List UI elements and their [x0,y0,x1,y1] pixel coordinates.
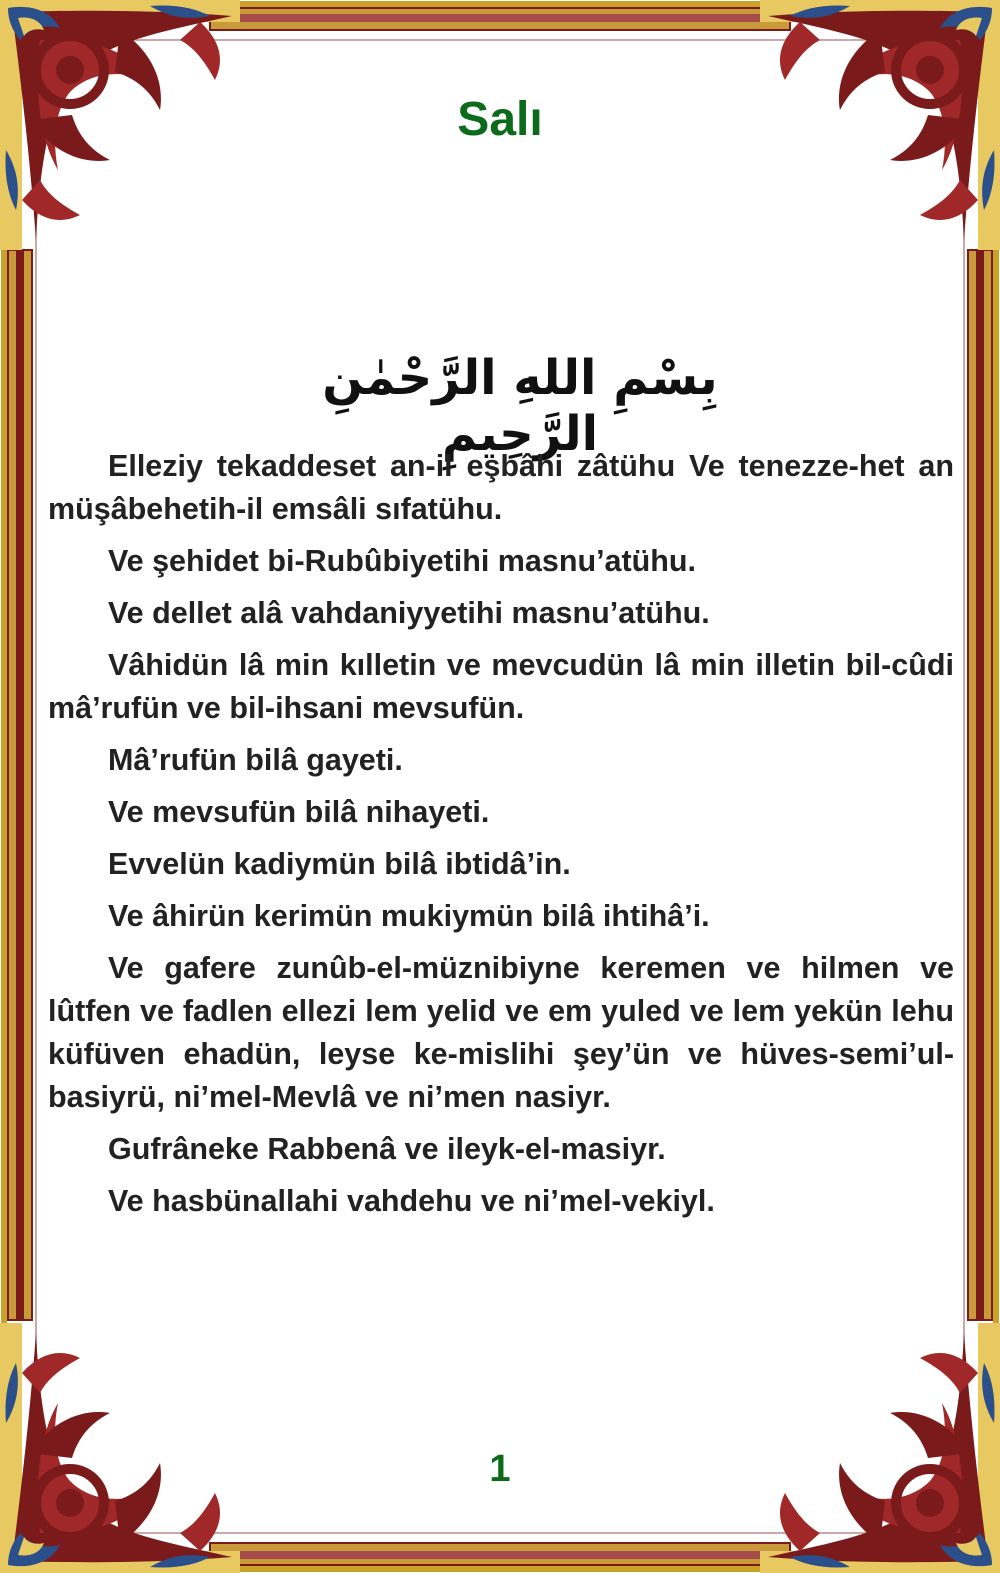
page-title: Salı [457,93,543,146]
paragraph: Ve gafere zunûb-el-müznibiyne keremen ve hilmen ve lûtfen ve fadlen ellezi lem yelid ve em yuled ve lem yekün lehu küfüven ehadün, leyse ke-mislihi şey’ün ve hüves-semi’ul-basiyrü, ni’mel-Mevlâ ve ni’men nasiyr. [48,951,954,1114]
paragraph: Gufrâneke Rabbenâ ve ileyk-el-masiyr. [108,1132,666,1166]
paragraph: Evvelün kadiymün bilâ ibtidâ’in. [108,847,571,881]
paragraph: Vâhidün lâ min kılletin ve mevcudün lâ min illetin bil-cûdi mâ’rufün ve bil-ihsani mevsufün. [48,648,954,725]
paragraph: Ve âhirün kerimün mukiymün bilâ ihtihâ’i. [108,899,710,933]
paragraph: Ve mevsufün bilâ nihayeti. [108,795,490,829]
prayer-text [48,445,954,1232]
bottom-border-inner [210,1551,790,1559]
left-border-inner [16,250,24,1320]
paragraph: Mâ’rufün bilâ gayeti. [108,743,403,777]
basmala-calligraphy: بِسْمِ اللهِ الرَّحْمٰنِ الرَّحِيمِ [322,350,718,462]
paragraph: Ve dellet alâ vahdaniyyetihi masnu’atühu. [108,596,710,630]
top-border-inner [210,14,790,22]
page-number: 1 [489,1448,511,1490]
paragraph: Ve şehidet bi-Rubûbiyetihi masnu’atühu. [108,544,697,578]
right-border-inner [976,250,984,1320]
paragraph: Elleziy tekaddeset an-il eşbâhi zâtühu Ve tenezze-het an müşâbehetih-il emsâli sıfatühu. [48,449,954,526]
paragraph: Ve hasbünallahi vahdehu ve ni’mel-vekiyl. [108,1184,715,1218]
